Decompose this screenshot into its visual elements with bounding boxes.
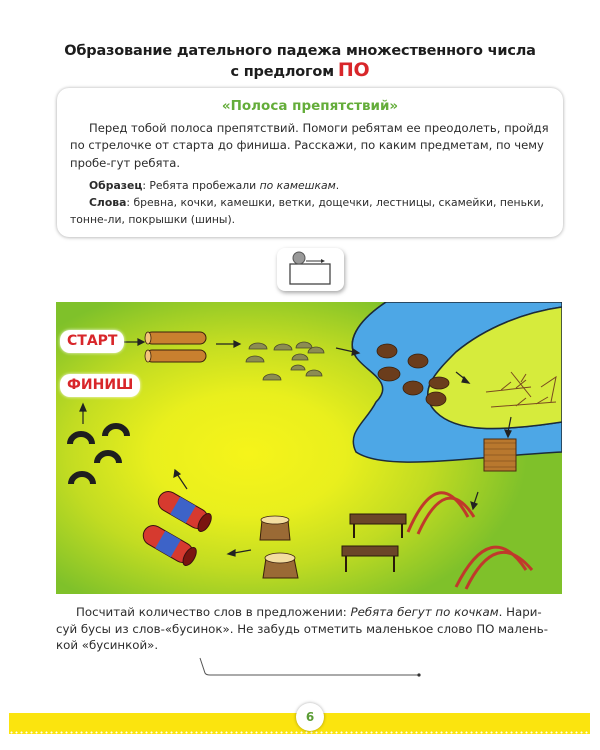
task-sentence: Ребята бегут по кочкам	[350, 605, 499, 619]
tunnels	[140, 488, 214, 568]
exercise-body	[70, 120, 554, 229]
words-line	[70, 194, 554, 229]
title-line-1: Образование дательного падежа множественного числа	[64, 43, 536, 59]
finish-label: ФИНИШ	[60, 374, 140, 397]
sample-line	[70, 177, 554, 194]
exercise-title: «Полоса препятствий»	[221, 98, 399, 114]
hummocks	[246, 342, 324, 380]
title-line-2	[0, 61, 600, 82]
task-text-start: Посчитай количество слов в предложении:	[76, 605, 351, 619]
stumps	[260, 516, 298, 578]
words-text: : бревна, кочки, камешки, ветки, дощечки, лестницы, скамейки, пеньки, тонне-ли, покрышки (шины).	[70, 196, 544, 227]
sample-end: .	[335, 178, 340, 192]
tires	[70, 426, 127, 484]
task-text	[56, 604, 552, 654]
task-symbol	[277, 248, 344, 291]
sample-text: : Ребята пробежали	[142, 178, 260, 192]
logs	[145, 332, 206, 362]
footer-dotted-edge	[9, 731, 590, 734]
sample-italic: по камешкам	[259, 178, 336, 192]
task-paragraph	[56, 604, 552, 654]
task-text-end: . Нари-суй бусы из слов-«бусинок». Не забудь отметить маленькое слово ПО малень-кой «бусинкой».	[56, 605, 548, 652]
start-label: СТАРТ	[60, 330, 124, 353]
scene-drawing	[56, 302, 562, 594]
title-accent: ПО	[337, 59, 370, 81]
plank-bridge	[484, 439, 516, 471]
exercise-card	[57, 88, 563, 237]
arch-ladders	[408, 493, 532, 589]
instruction-text: Перед тобой полоса препятствий. Помоги ребятам ее преодолеть, пройдя по стрелочке от старта до финиша. Расскажи, по каким предметам, по чему пробе-гут ребята.	[70, 121, 549, 170]
sample-label: Образец	[89, 178, 143, 192]
words-label: Слова	[89, 196, 127, 210]
ball-rolling-on-box-icon	[277, 248, 344, 291]
page-number: 6	[296, 703, 324, 731]
benches	[342, 514, 406, 572]
title-line-2-text: с предлогом	[230, 64, 334, 80]
bead-answer-line	[198, 656, 423, 678]
obstacle-course-illustration	[56, 302, 562, 594]
page-title	[0, 42, 600, 82]
